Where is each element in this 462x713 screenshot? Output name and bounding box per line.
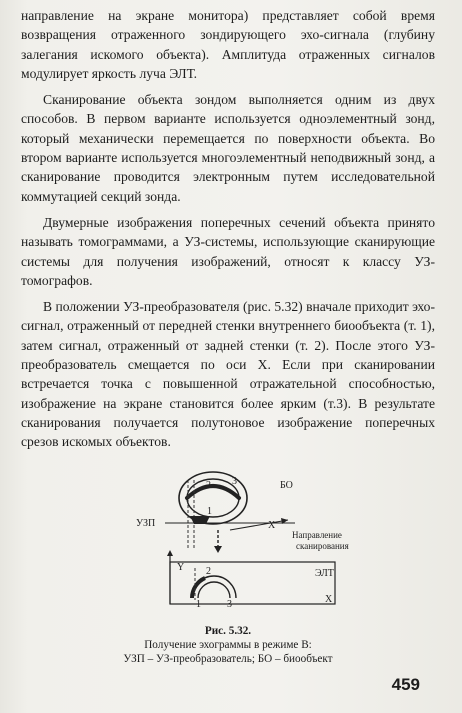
scan-direction-arrow (230, 520, 288, 530)
figure-caption-line-2: УЗП – УЗ-преобразователь; БО – биообъект (123, 653, 333, 665)
body-text (21, 6, 435, 452)
down-arrow-icon (214, 546, 222, 553)
x-axis-label-bottom: X (325, 594, 333, 605)
point-label-2-bottom: 2 (206, 566, 211, 577)
y-arrow-icon (167, 550, 173, 556)
ultrasound-diagram (110, 468, 370, 618)
point-label-1-top: 1 (207, 506, 212, 517)
bio-object-label: БО (280, 480, 293, 491)
x-axis-label-top: X (268, 520, 276, 531)
paragraph-4: В положении УЗ-преобразователя (рис. 5.32) вначале приходит эхо-сигнал, отраженный от передней стенки внутреннего биообъекта (т. 1), затем сигнал, отраженный от задней стенки (т. 2). После этого УЗ-преобразователь смещается по оси X. Если при сканировании встречается точка с повышенной отражательной способностью, изображение на экране становится более ярким (т.3). В результате сканирования получается полутоновое изображение поперечных срезов искомых объектов. (21, 299, 435, 450)
point-label-1-bottom: 1 (196, 599, 201, 610)
point-label-3-top: 3 (232, 476, 237, 487)
figure-caption-line-1: Получение эхограммы в режиме В: (144, 639, 312, 651)
crt-label: ЭЛТ (315, 568, 334, 579)
point-label-3-bottom: 3 (227, 599, 232, 610)
paragraph-3: Двумерные изображения поперечных сечений объекта принято называть томограммами, а УЗ-системы, использующие сканирующие системы для получения изображений, относят к классу УЗ-томографов. (21, 214, 435, 288)
scan-direction-label-2: сканирования (296, 541, 349, 551)
y-axis-label: Y (177, 562, 185, 573)
figure-5-32 (110, 468, 370, 618)
bio-object-image (192, 576, 236, 598)
point-label-2-top: 2 (206, 480, 211, 491)
figure-caption-title: Рис. 5.32. (204, 625, 252, 637)
paragraph-2: Сканирование объекта зондом выполняется одним из двух способов. В первом варианте используется одноэлементный зонд, который механически перемещается по поверхности объекта. Во втором варианте используется многоэлементный неподвижный зонд, а сканирование проводится электронным путем исследовательной коммутацией секций зонда. (21, 92, 435, 204)
page-number: 459 (391, 675, 420, 694)
scan-direction-label-1: Направление (292, 530, 342, 540)
probe-label: УЗП (136, 518, 156, 529)
paragraph-1: направление на экране монитора) представляет собой время возвращения отраженного зондирующего эхо-сигнала (глубину залегания искомого объекта). Амплитуда отраженных сигналов модулирует яркость луча ЭЛТ. (21, 8, 435, 81)
